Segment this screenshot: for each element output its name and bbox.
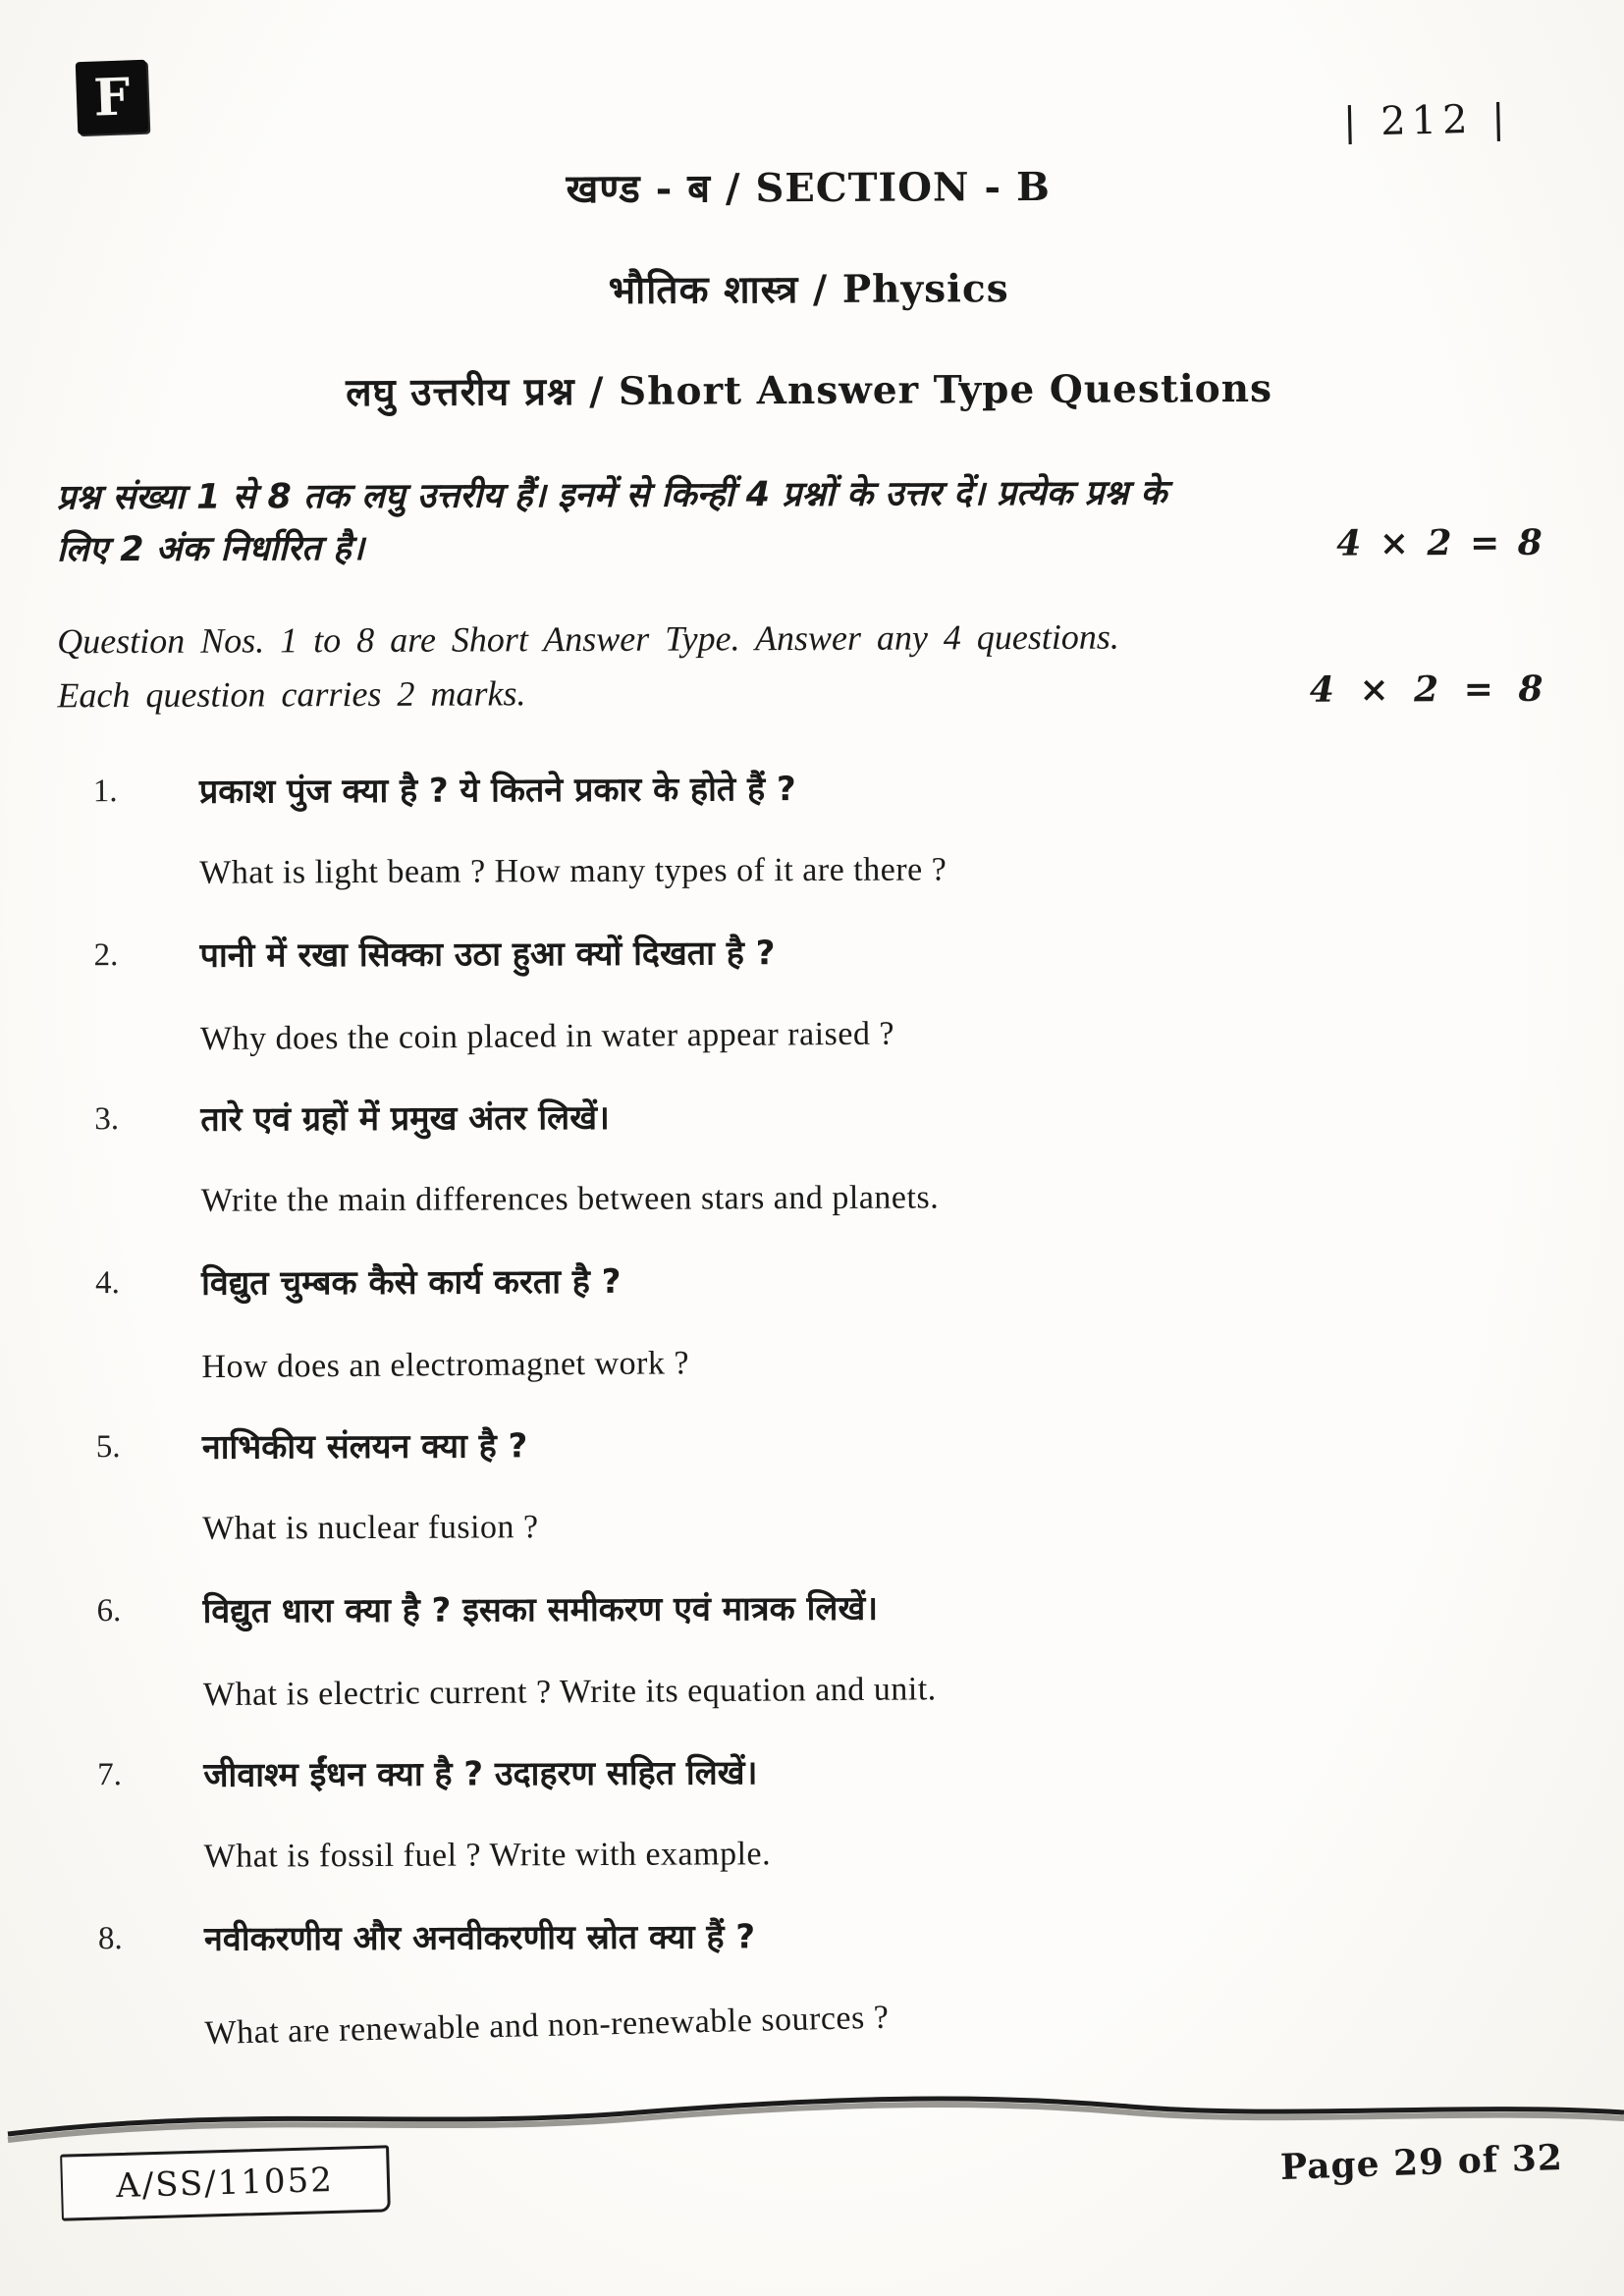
question-4 [60, 1256, 1567, 1427]
question-number: 5. [95, 1429, 121, 1466]
instructions-hindi [56, 467, 1562, 575]
question-english: What is fossil fuel ? Write with example. [203, 1836, 772, 1875]
paper-code: | 212 | [1342, 96, 1512, 145]
instructions-english-line1: Question Nos. 1 to 8 are Short Answer Type. Answer any 4 questions. [57, 616, 1119, 661]
question-english: What is electric current ? Write its equation and unit. [202, 1671, 937, 1714]
question-number: 4. [94, 1265, 120, 1302]
question-number: 8. [97, 1921, 123, 1957]
marks-scheme-english: 4 × 2 = 8 [1309, 668, 1546, 712]
question-7 [62, 1748, 1569, 1919]
question-8 [63, 1912, 1570, 2083]
subject-heading: भौतिक शास्त्र / Physics [608, 266, 1009, 313]
question-english: How does an electromagnet work ? [201, 1345, 690, 1386]
question-number: 1. [92, 774, 118, 810]
question-hindi: विद्युत चुम्बक कैसे कार्य करता है ? [200, 1261, 622, 1304]
instructions-hindi-line2: लिए 2 अंक निर्धारित है। [56, 528, 365, 570]
question-6 [61, 1584, 1568, 1755]
question-hindi: जीवाश्म ईंधन क्या है ? उदाहरण सहित लिखें। [203, 1753, 758, 1795]
question-1 [58, 765, 1565, 935]
question-english: What is light beam ? How many types of it are there ? [199, 851, 947, 891]
booklet-code: A/SS/11052 [115, 2160, 335, 2207]
form-letter: F [92, 66, 132, 129]
instructions-english [57, 608, 1563, 723]
question-hindi: प्रकाश पुंज क्या है ? ये कितने प्रकार के होते हैं ? [198, 770, 796, 812]
question-number: 3. [94, 1101, 120, 1138]
question-english: Write the main differences between stars and planets. [200, 1179, 940, 1219]
question-hindi: तारे एवं ग्रहों में प्रमुख अंतर लिखें। [200, 1097, 610, 1140]
question-number: 7. [97, 1757, 123, 1793]
section-heading: खण्ड - ब / SECTION - B [566, 163, 1051, 213]
question-hindi: विद्युत धारा क्या है ? इसका समीकरण एवं मात्रक लिखें। [202, 1588, 879, 1631]
question-3 [59, 1093, 1566, 1263]
instructions-english-line2: Each question carries 2 marks. [57, 673, 526, 716]
question-number: 6. [96, 1593, 122, 1629]
question-hindi: नाभिकीय संलयन क्या है ? [201, 1426, 528, 1468]
page-number: Page 29 of 32 [1279, 2136, 1564, 2189]
booklet-code-box [60, 2145, 391, 2220]
question-english: What is nuclear fusion ? [202, 1509, 539, 1547]
instructions-hindi-line1: प्रश्न संख्या 1 से 8 तक लघु उत्तरीय हैं। इनमें से किन्हीं 4 प्रश्नों के उत्तर दें। प्रत्येक प्रश्न के [56, 473, 1167, 518]
question-english: Why does the coin placed in water appear raised ? [199, 1015, 895, 1058]
question-english: What are renewable and non-renewable sources ? [204, 1999, 890, 2053]
question-hindi: पानी में रखा सिक्का उठा हुआ क्यों दिखता है ? [199, 934, 776, 976]
question-hindi: नवीकरणीय और अनवीकरणीय स्रोत क्या हैं ? [203, 1917, 756, 1959]
question-type-heading: लघु उत्तरीय प्रश्न / Short Answer Type Questions [346, 365, 1273, 416]
question-2 [59, 929, 1566, 1099]
marks-scheme-hindi: 4 × 2 = 8 [1336, 521, 1545, 564]
question-5 [61, 1420, 1568, 1591]
question-number: 2. [93, 937, 119, 974]
